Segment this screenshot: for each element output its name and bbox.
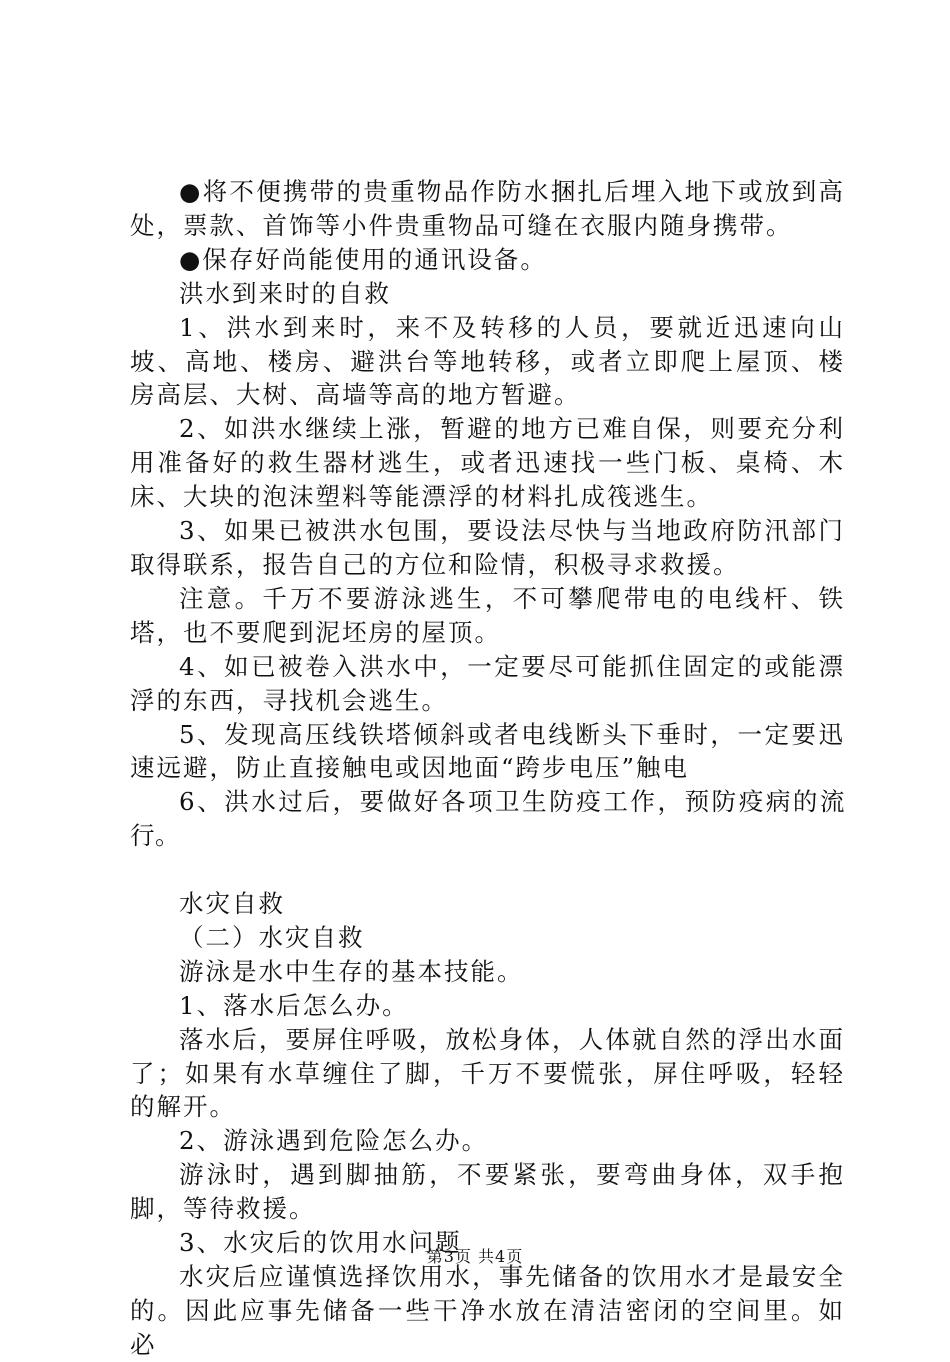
paragraph: 5、发现高压线铁塔倾斜或者电线断头下垂时，一定要迅速远避，防止直接触电或因地面“跨步电压”触电 [130,719,845,783]
section-heading: 水灾自救 [179,889,285,919]
paragraph: 落水后，要屏住呼吸，放松身体，人体就自然的浮出水面了；如果有水草缠住了脚，千万不要慌张，屏住呼吸，轻轻的解开。 [130,1024,845,1122]
section-heading: （二）水灾自救 [179,922,365,952]
paragraph: 6、洪水过后，要做好各项卫生防疫工作，预防疫病的流行。 [130,787,845,851]
paragraph: 3、水灾后的饮用水问题 [179,1228,462,1258]
paragraph: 游泳是水中生存的基本技能。 [179,956,524,986]
paragraph: ●将不便携带的贵重物品作防水捆扎后埋入地下或放到高处，票款、首饰等小件贵重物品可缝在衣服内随身携带。 [130,177,845,240]
paragraph: 注意。千万不要游泳逃生，不可攀爬带电的电线杆、铁塔，也不要爬到泥坯房的屋顶。 [130,583,845,647]
paragraph: ●保存好尚能使用的通讯设备。 [179,244,547,274]
paragraph: 水灾后应谨慎选择饮用水，事先储备的饮用水才是最安全的。因此应事先储备一些干净水放在清洁密闭的空间里。如必 [130,1261,845,1359]
section-heading: 洪水到来时的自救 [179,278,391,308]
page-footer: 第3页 共4页 [426,1247,524,1266]
document-body [130,175,845,1362]
paragraph: 游泳时，遇到脚抽筋，不要紧张，要弯曲身体，双手抱脚，等待救援。 [130,1160,845,1224]
paragraph: 4、如已被卷入洪水中，一定要尽可能抓住固定的或能漂浮的东西，寻找机会逃生。 [130,651,845,715]
paragraph: 2、如洪水继续上涨，暂避的地方已难自保，则要充分利用准备好的救生器材逃生，或者迅速找一些门板、桌椅、木床、大块的泡沫塑料等能漂浮的材料扎成筏逃生。 [130,414,845,512]
paragraph: 3、如果已被洪水包围，要设法尽快与当地政府防汛部门取得联系，报告自己的方位和险情，积极寻求救援。 [130,516,845,579]
paragraph: 1、洪水到来时，来不及转移的人员，要就近迅速向山坡、高地、楼房、避洪台等地转移，或者立即爬上屋顶、楼房高层、大树、高墙等高的地方暂避。 [130,312,845,410]
blank-line [130,853,845,887]
paragraph: 1、落水后怎么办。 [179,990,409,1020]
paragraph: 2、游泳遇到危险怎么办。 [179,1126,489,1156]
